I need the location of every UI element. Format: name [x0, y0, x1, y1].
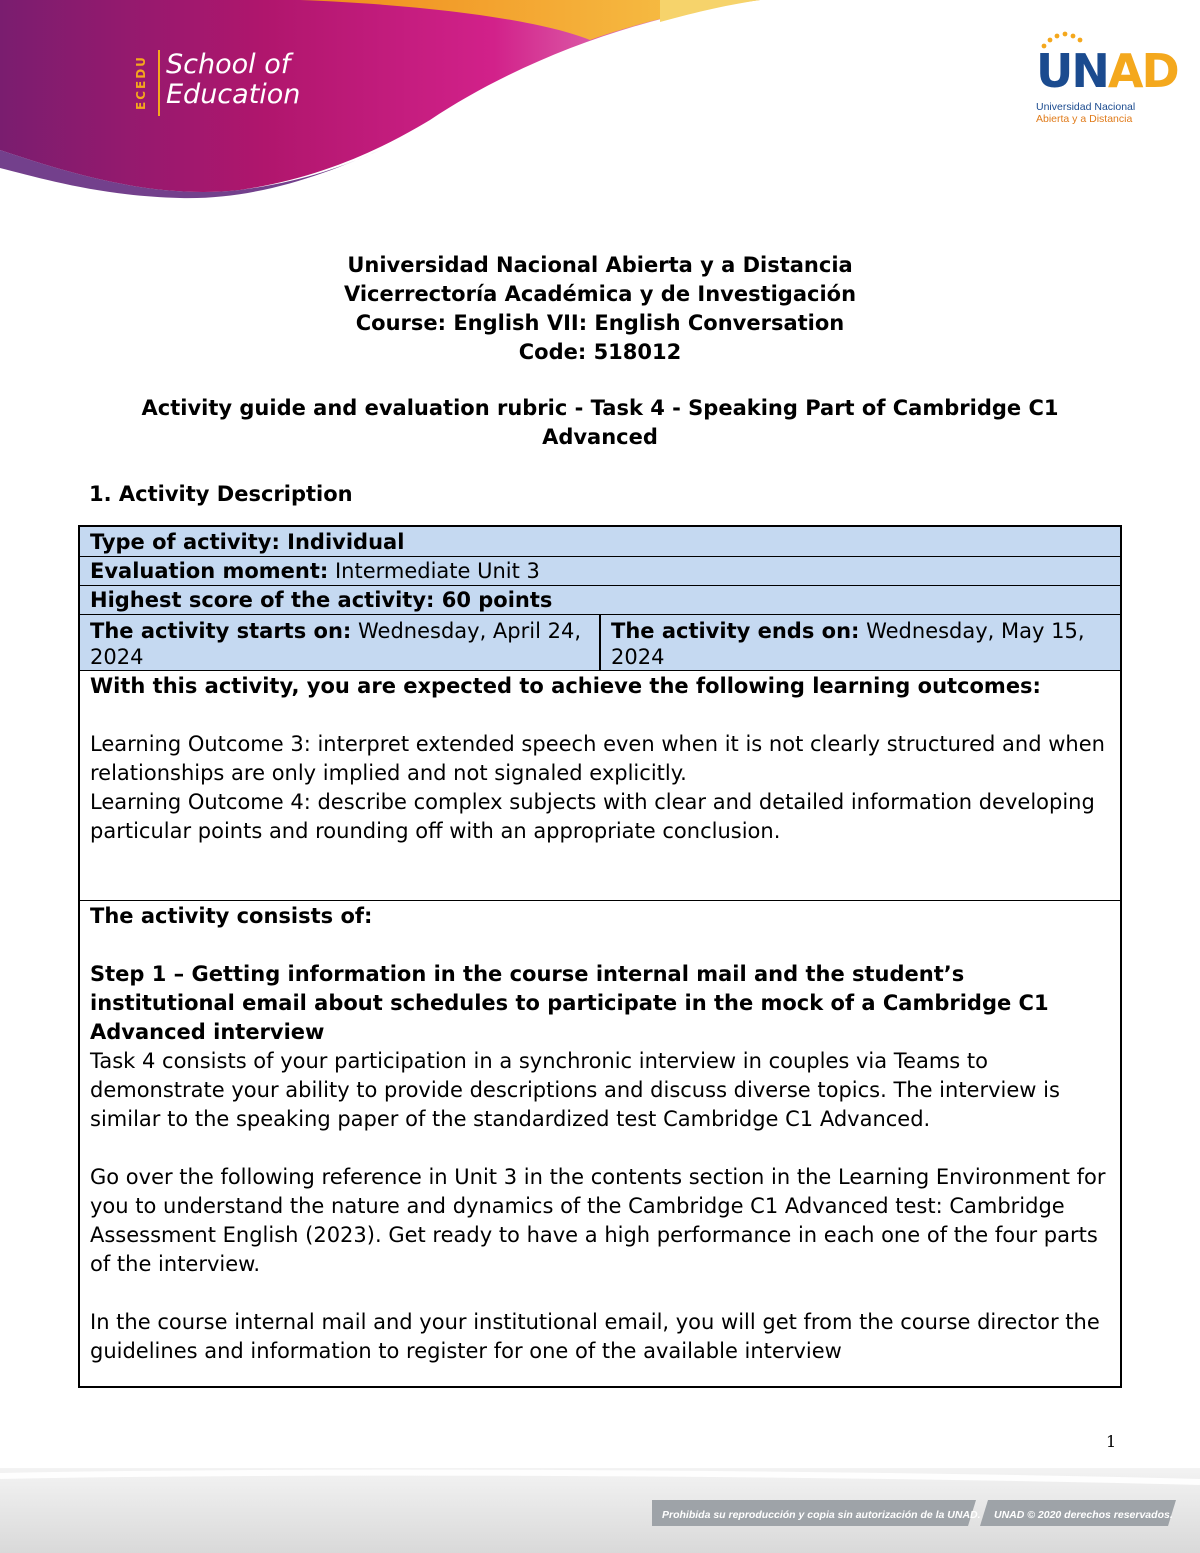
end-date-value: Wednesday, May 15, 2024 [611, 619, 1085, 669]
unad-wordmark-ad: AD [1107, 44, 1178, 98]
evaluation-moment-row [80, 557, 1120, 586]
step1-paragraph-2: Go over the following reference in Unit 3 in the contents section in the Learning Environment for you to understand the nature and dynamics of the Cambridge C1 Advanced test: Cambridge Assessment English (2023). Get ready to have a high performance in each one of the four parts of the interview. [90, 1165, 1106, 1276]
page-number: 1 [1106, 1432, 1117, 1451]
guide-title-line2: Advanced [542, 425, 658, 449]
unad-wordmark-un: UN [1036, 44, 1108, 98]
unad-subtitle [1036, 101, 1135, 125]
evaluation-moment-value: Intermediate Unit 3 [328, 559, 540, 583]
end-date-label: The activity ends on: [611, 619, 860, 643]
school-logo-line2: Education [166, 79, 301, 110]
guide-title-line1: Activity guide and evaluation rubric - Task 4 - Speaking Part of Cambridge C1 [141, 396, 1059, 420]
dates-row [80, 615, 1120, 671]
unad-subtitle-line2: Abierta y a Distancia [1036, 113, 1133, 125]
course-code: Code: 518012 [518, 340, 682, 364]
start-date-cell [80, 615, 601, 670]
activity-consists-heading: The activity consists of: [90, 904, 373, 928]
step1-paragraph-1: Task 4 consists of your participation in a synchronic interview in couples via Teams to demonstrate your ability to provide descriptions and discuss diverse topics. The interview is similar to the speaking paper of the standardized test Cambridge C1 Advanced. [90, 1049, 1060, 1131]
course-name: Course: English VII: English Conversation [355, 311, 845, 335]
highest-score-row: Highest score of the activity: 60 points [80, 586, 1120, 615]
unad-subtitle-line1: Universidad Nacional [1036, 101, 1136, 113]
footer-rights: UNAD © 2020 derechos reservados. [994, 1509, 1173, 1521]
school-of-education-logo [166, 50, 300, 110]
learning-outcomes-heading: With this activity, you are expected to achieve the following learning outcomes: [90, 674, 1041, 698]
guide-title [80, 394, 1120, 452]
document-title-block [0, 251, 1200, 367]
step1-paragraph-3: In the course internal mail and your institutional email, you will get from the course director the guidelines and information to register for one of the available interview [90, 1310, 1100, 1363]
ecedu-vertical-label: ECEDU [134, 55, 148, 111]
university-name: Universidad Nacional Abierta y a Distancia [347, 253, 853, 277]
learning-outcome-3: Learning Outcome 3: interpret extended speech even when it is not clearly structured and when relationships are only implied and not signaled explicitly. [90, 732, 1105, 785]
activity-consists-cell [80, 901, 1120, 1366]
school-logo-line1: School of [166, 49, 291, 80]
evaluation-moment-label: Evaluation moment: [90, 559, 329, 583]
activity-description-table [78, 525, 1122, 1388]
step1-heading: Step 1 – Getting information in the course internal mail and the student’s institutional email about schedules to participate in the mock of a Cambridge C1 Advanced interview [90, 962, 1049, 1044]
unad-wordmark [1036, 45, 1178, 97]
start-date-value: Wednesday, April 24, 2024 [90, 619, 581, 669]
logo-divider [158, 50, 160, 116]
start-date-label: The activity starts on: [90, 619, 352, 643]
learning-outcomes-cell [80, 671, 1120, 901]
type-of-activity-row: Type of activity: Individual [80, 527, 1120, 557]
section-heading: 1. Activity Description [89, 482, 353, 506]
learning-outcome-4: Learning Outcome 4: describe complex subjects with clear and detailed information developing particular points and rounding off with an appropriate conclusion. [90, 790, 1095, 843]
vice-rectory: Vicerrectoría Académica y de Investigación [343, 282, 857, 306]
footer-copy-notice: Prohibida su reproducción y copia sin autorización de la UNAD. [662, 1509, 981, 1521]
end-date-cell [601, 615, 1120, 670]
